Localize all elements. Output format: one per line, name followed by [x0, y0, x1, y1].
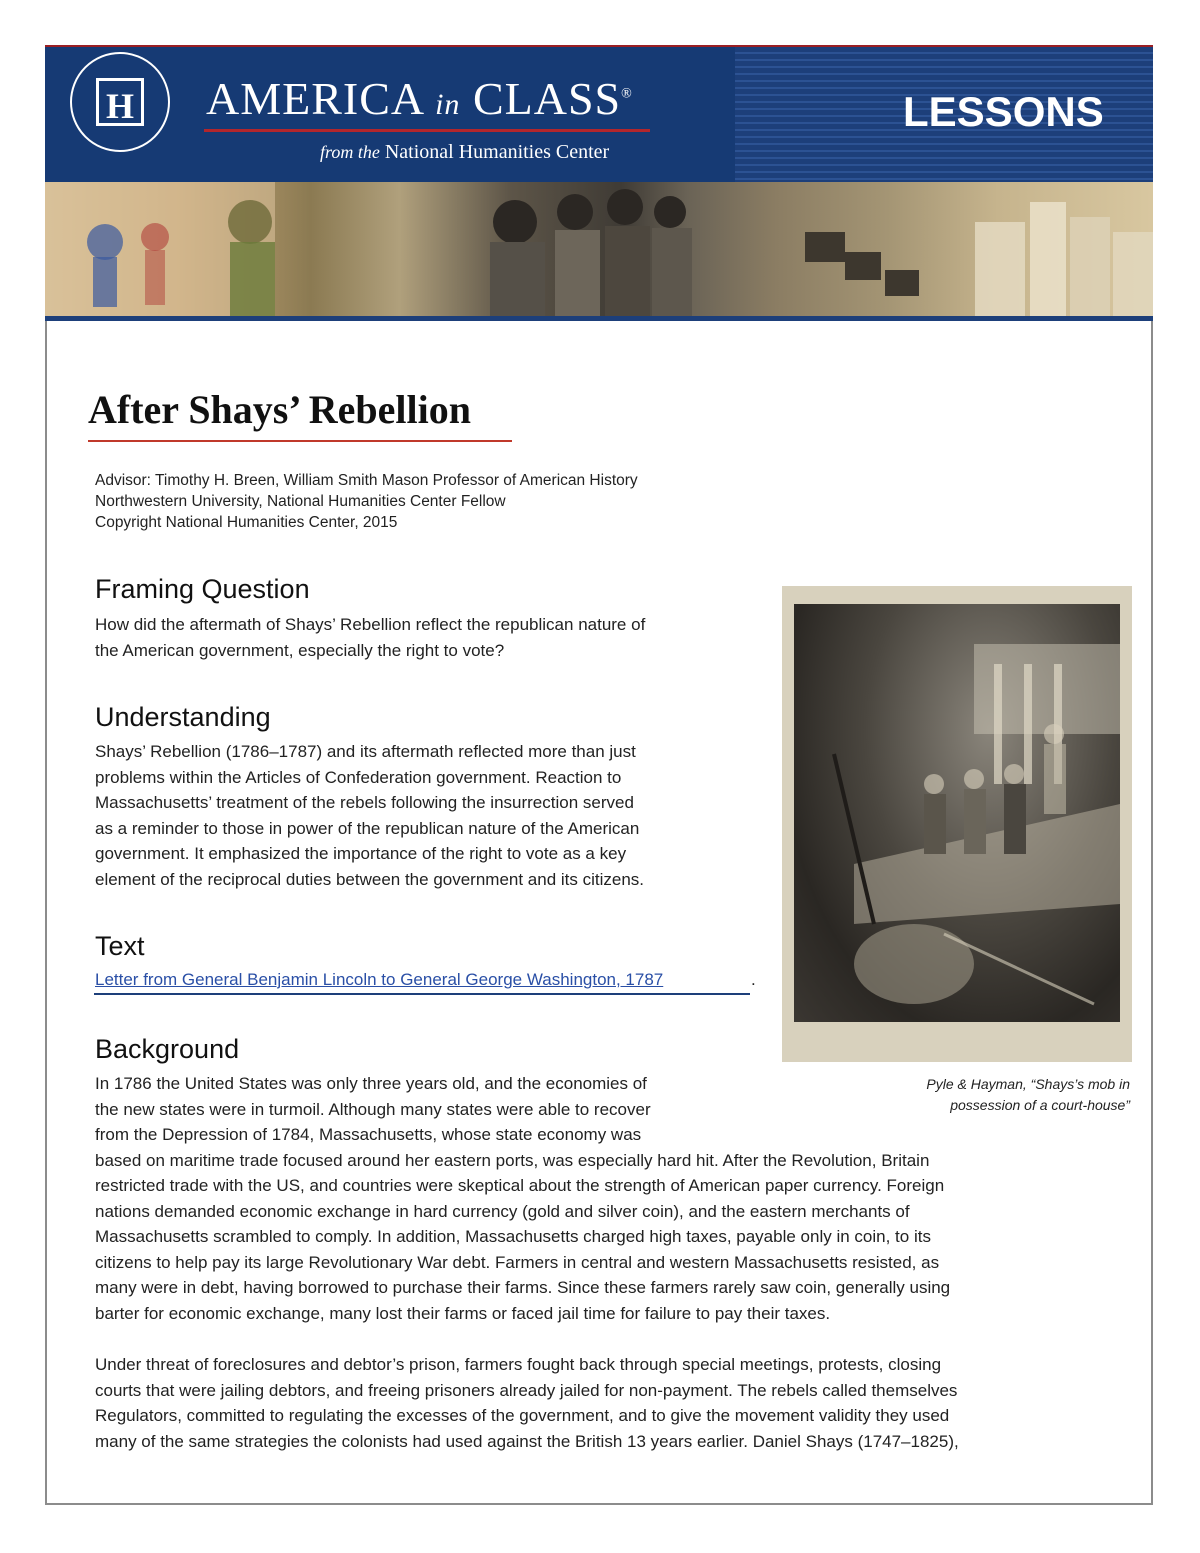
brand-from: from the — [320, 142, 380, 162]
figure-caption — [870, 1074, 1130, 1116]
understanding-line: Shays’ Rebellion (1786–1787) and its aftermath reflected more than just — [95, 742, 636, 761]
caption-line: Pyle & Hayman, “Shays’s mob in — [926, 1076, 1130, 1092]
understanding-heading: Understanding — [95, 702, 271, 732]
engraving-image — [794, 604, 1120, 1022]
background-line: In 1786 the United States was only three years old, and the economies of — [95, 1074, 647, 1093]
brand-class: CLASS — [472, 73, 622, 124]
background-line: based on maritime trade focused around her eastern ports, was especially hard hit. After the Revolution, Britain — [95, 1150, 930, 1170]
advisor-line: Advisor: Timothy H. Breen, William Smith Mason Professor of American History — [95, 472, 638, 489]
copyright-line: Copyright National Humanities Center, 2015 — [95, 514, 398, 531]
affiliation-line: Northwestern University, National Humanities Center Fellow — [95, 493, 506, 510]
background-line: nations demanded economic exchange in hard currency (gold and silver coin), and the eastern merchants of — [95, 1201, 910, 1221]
background-line: the new states were in turmoil. Although many states were able to recover — [95, 1099, 651, 1119]
brand-org: National Humanities Center — [384, 141, 610, 163]
brand-title — [206, 72, 633, 125]
history-collage-image — [45, 182, 1153, 318]
seal-emblem — [96, 78, 144, 126]
background-line: citizens to help pay its large Revolutionary War debt. Farmers in central and western Massachusetts resisted, as — [95, 1252, 940, 1272]
understanding-line: problems within the Articles of Confederation government. Reaction to — [95, 767, 622, 787]
brand-in: in — [435, 88, 461, 121]
understanding-line: Massachusetts’ treatment of the rebels following the insurrection served — [95, 793, 634, 812]
engraving-art — [794, 604, 1120, 1022]
brand-subtitle — [320, 141, 609, 164]
background-paragraph-2 — [95, 1352, 959, 1454]
background-line: Massachusetts scrambled to comply. In addition, Massachusetts charged high taxes, payable only in coin, to its — [95, 1227, 931, 1246]
framing-line: the American government, especially the right to vote? — [95, 640, 505, 660]
caption-line: possession of a court-house” — [950, 1097, 1130, 1113]
background-line: Regulators, committed to regulating the excesses of the government, and to give the movement validity they used — [95, 1406, 950, 1425]
shays-mob-engraving — [782, 586, 1132, 1062]
primary-source-link[interactable]: Letter from General Benjamin Lincoln to General George Washington, 1787 — [95, 970, 664, 989]
collage-art — [45, 182, 1153, 318]
section-label: LESSONS — [903, 88, 1104, 135]
background-heading: Background — [95, 1034, 240, 1064]
brand-registered: ® — [621, 86, 633, 102]
understanding-line: government. It emphasized the importance of the right to vote as a key — [95, 844, 627, 863]
framing-line: How did the aftermath of Shays’ Rebellion reflect the republican nature of — [95, 615, 646, 634]
link-period: . — [751, 970, 756, 989]
page-title: After Shays’ Rebellion — [88, 387, 471, 432]
understanding-line: as a reminder to those in power of the republican nature of the American — [95, 818, 640, 838]
background-paragraph-1 — [95, 1071, 950, 1326]
understanding-text — [95, 739, 644, 892]
background-line: courts that were jailing debtors, and freeing prisoners already jailed for non-payment. The rebels called themselves — [95, 1380, 958, 1400]
text-heading: Text — [95, 931, 145, 961]
background-line: from the Depression of 1784, Massachusetts, whose state economy was — [95, 1125, 642, 1144]
background-line: Under threat of foreclosures and debtor’s prison, farmers fought back through special meetings, protests, closing — [95, 1355, 942, 1374]
advisor-block — [95, 470, 638, 533]
link-underline — [94, 993, 750, 995]
framing-question-heading: Framing Question — [95, 574, 310, 604]
seal-letter: H — [105, 86, 134, 126]
background-line: many were in debt, having borrowed to purchase their farms. Since these farmers rarely saw coin, generally using — [95, 1278, 951, 1297]
brand-main: AMERICA — [206, 73, 423, 124]
background-line: many of the same strategies the colonists had used against the British 13 years earlier. Daniel Shays (1747–1825), — [95, 1431, 959, 1451]
background-line: restricted trade with the US, and countries were skeptical about the strength of American paper currency. Foreign — [95, 1176, 945, 1195]
understanding-line: element of the reciprocal duties between the government and its citizens. — [95, 869, 645, 889]
brand-underline — [204, 129, 650, 132]
nhc-seal-logo — [70, 52, 170, 152]
banner-bottom-rule — [45, 316, 1153, 321]
title-underline — [88, 440, 512, 442]
background-line: barter for economic exchange, many lost their farms or faced jail time for failure to pay their taxes. — [95, 1303, 831, 1323]
framing-question-text — [95, 612, 645, 663]
